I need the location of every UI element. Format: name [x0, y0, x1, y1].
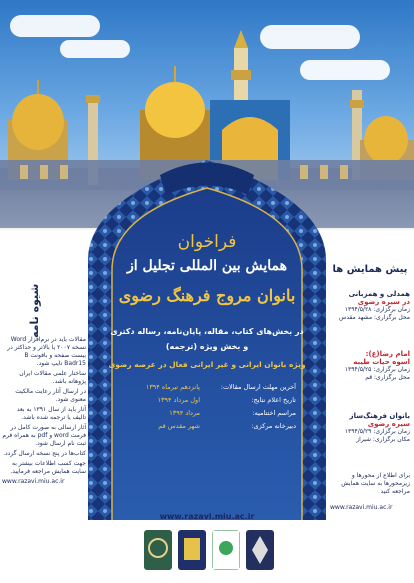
seal-icon: [144, 530, 172, 570]
flower-icon: [212, 530, 240, 570]
pre-conference-place: محل برگزاری: قم: [365, 374, 410, 381]
guideline-paragraph: مقالات باید در نرم‌افزار Word نسخه ۲۰۰۷ یا بالاتر و حداکثر در بیست صفحه و بافونت B Badr15 تایپ شود.: [7, 336, 86, 367]
timeline-value: شهر مقدس قم: [158, 422, 200, 430]
guideline-paragraph: جهت کسب اطلاعات بیشتر به سایت همایش مراجعه فرمایید.: [10, 460, 86, 475]
timeline-label: دبیرخانه مرکزی:: [251, 422, 296, 430]
pre-conference-subtitle: اسوه حیات طیبه: [353, 358, 410, 366]
timeline-label: آخرین مهلت ارسال مقالات:: [220, 383, 296, 391]
guidelines-box: [2, 244, 84, 514]
pre-conference-date: زمان برگزاری: ۱۳۹۴/۵/۲۸: [344, 306, 410, 313]
title-line-1: همایش بین المللی تجلیل از: [127, 258, 287, 274]
emblem-icon: [246, 530, 274, 570]
pre-conference-title: همدلی و همزبانی: [348, 290, 410, 298]
timeline-label: تاریخ اعلام نتایج:: [251, 396, 296, 404]
pre-conference-subtitle: در سیره رضوی: [357, 298, 410, 306]
pre-conference-item: [330, 350, 410, 382]
title-line-2: بانوان مروج فرهنگ رضوی: [118, 286, 296, 305]
special-section-line: و بخش ویژه (ترجمه): [165, 342, 249, 351]
guideline-paragraph: کتاب‌ها در پنج نسخه ارسال گردد.: [3, 450, 86, 457]
pre-conferences-footer: برای اطلاع از محورها و زیرمحورها به سایت همایش مراجعه کنید: [341, 472, 410, 495]
pre-conference-title: بانوان فرهنگ‌ساز: [349, 412, 410, 420]
pre-conference-place: محل برگزاری: مشهد مقدس: [339, 314, 410, 321]
guideline-paragraph: در ارسال آثار رعایت مالکیت معنوی شود.: [15, 388, 86, 403]
calligraphy-header: فراخوان: [177, 232, 237, 252]
guidelines-text: [2, 336, 86, 486]
pre-conference-item: [330, 412, 410, 444]
pre-conference-title: امام رضا(ع):: [365, 350, 410, 358]
timeline-value: اول مرداد ۱۳۹۴: [157, 396, 200, 404]
pre-conference-date: زمان برگزاری: ۱۳۹۴/۵/۲۵: [344, 366, 410, 373]
timeline-label: مراسم اختتامیه:: [252, 409, 296, 417]
timeline-value: پانزدهم تیرماه ۱۳۹۴: [145, 383, 200, 391]
subtitle: ویژه بانوان ایرانی و غیر ایرانی فعال در عرصه رضوی: [108, 360, 306, 369]
website-link[interactable]: www.razavi.miu.ac.ir: [159, 512, 255, 521]
pre-conferences-box: [330, 244, 412, 520]
pre-conferences-website[interactable]: www.razavi.miu.ac.ir: [330, 504, 393, 511]
guideline-paragraph: ساختار علمی مقالات ایران پژوهانه باشد.: [19, 370, 86, 385]
pre-conferences-heading: پیش همایش ها: [332, 264, 408, 275]
guidelines-website[interactable]: www.razavi.miu.ac.ir: [2, 478, 65, 485]
timeline: [118, 383, 296, 453]
guidelines-heading: شیوه نامه: [28, 284, 41, 339]
guideline-paragraph: آثار ارسالی به صورت کامل در فرمت word و pdf به همراه فرم ثبت نام ارسال شود.: [2, 424, 86, 447]
pre-conference-date: زمان برگزاری: ۱۳۹۴/۵/۲۹: [344, 428, 410, 435]
pre-conference-subtitle: سیره رضوی: [367, 420, 410, 428]
pre-conference-item: [330, 290, 410, 322]
sections-line: در بخش‌های کتاب، مقاله، پایان‌نامه، رساله دکتری: [110, 327, 304, 336]
timeline-value: مرداد ۱۳۹۴: [169, 409, 200, 417]
guideline-paragraph: آثار باید از سال ۱۳۹۱ به بعد تالیف یا ترجمه شده باشد.: [16, 406, 86, 421]
book-icon: [178, 530, 206, 570]
pre-conference-place: مکان برگزاری: شیراز: [356, 436, 410, 443]
